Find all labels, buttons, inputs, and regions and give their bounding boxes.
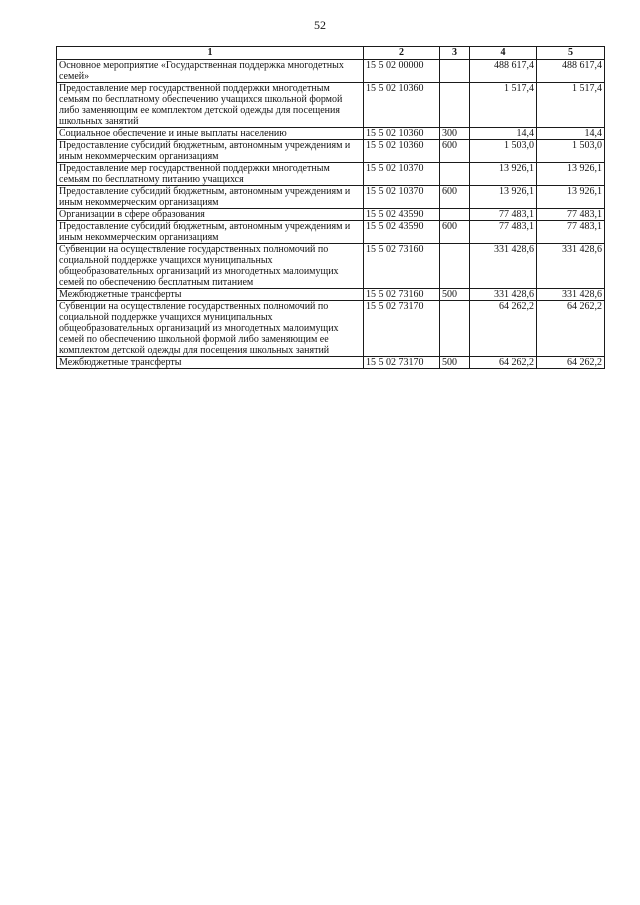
table-row — [57, 357, 605, 369]
target-code-cell: 15 5 02 73160 — [364, 289, 440, 301]
amount-col-4-cell: 13 926,1 — [470, 186, 537, 209]
header-col-3: 3 — [440, 47, 470, 60]
header-col-1: 1 — [57, 47, 364, 60]
amount-col-4-cell: 77 483,1 — [470, 209, 537, 221]
table-row — [57, 301, 605, 357]
table-row — [57, 163, 605, 186]
amount-col-5-cell: 13 926,1 — [537, 186, 605, 209]
target-code-cell: 15 5 02 10360 — [364, 83, 440, 128]
item-name-cell: Организации в сфере образования — [57, 209, 364, 221]
item-name-cell: Субвенции на осуществление государственных полномочий по социальной поддержке учащихся муниципальных общеобразовательных организаций из многодетных малоимущих семей по обеспечению школьной формой либо заменяющим ее комплектом детской одежды для посещения школьных занятий — [57, 301, 364, 357]
expense-type-cell: 500 — [440, 289, 470, 301]
page-number: 52 — [314, 18, 326, 32]
item-name-cell: Социальное обеспечение и иные выплаты населению — [57, 128, 364, 140]
amount-col-4-cell: 77 483,1 — [470, 221, 537, 244]
amount-col-5-cell: 1 517,4 — [537, 83, 605, 128]
target-code-cell: 15 5 02 10360 — [364, 128, 440, 140]
target-code-cell: 15 5 02 43590 — [364, 221, 440, 244]
target-code-cell: 15 5 02 73170 — [364, 357, 440, 369]
item-name-cell: Предоставление субсидий бюджетным, автономным учреждениям и иным некоммерческим организациям — [57, 186, 364, 209]
table-row — [57, 128, 605, 140]
table-row — [57, 289, 605, 301]
table-row — [57, 186, 605, 209]
target-code-cell: 15 5 02 10360 — [364, 140, 440, 163]
amount-col-4-cell: 64 262,2 — [470, 301, 537, 357]
table-row — [57, 83, 605, 128]
expense-type-cell — [440, 163, 470, 186]
amount-col-4-cell: 488 617,4 — [470, 60, 537, 83]
expense-type-cell — [440, 83, 470, 128]
amount-col-4-cell: 14,4 — [470, 128, 537, 140]
expense-type-cell — [440, 209, 470, 221]
target-code-cell: 15 5 02 73160 — [364, 244, 440, 289]
amount-col-4-cell: 331 428,6 — [470, 289, 537, 301]
item-name-cell: Межбюджетные трансферты — [57, 357, 364, 369]
item-name-cell: Предоставление мер государственной поддержки многодетным семьям по бесплатному обеспечению учащихся школьной формой либо заменяющим ее комплектом детской одежды для посещения школьных занятий — [57, 83, 364, 128]
table-row — [57, 209, 605, 221]
amount-col-5-cell: 14,4 — [537, 128, 605, 140]
table-body — [57, 60, 605, 369]
expense-type-cell — [440, 301, 470, 357]
amount-col-4-cell: 64 262,2 — [470, 357, 537, 369]
amount-col-5-cell: 64 262,2 — [537, 301, 605, 357]
amount-col-5-cell: 13 926,1 — [537, 163, 605, 186]
expense-type-cell: 500 — [440, 357, 470, 369]
amount-col-4-cell: 331 428,6 — [470, 244, 537, 289]
amount-col-5-cell: 488 617,4 — [537, 60, 605, 83]
expense-type-cell — [440, 244, 470, 289]
header-col-5: 5 — [537, 47, 605, 60]
amount-col-5-cell: 1 503,0 — [537, 140, 605, 163]
expense-type-cell: 300 — [440, 128, 470, 140]
target-code-cell: 15 5 02 73170 — [364, 301, 440, 357]
expense-type-cell: 600 — [440, 186, 470, 209]
expense-type-cell: 600 — [440, 221, 470, 244]
header-col-2: 2 — [364, 47, 440, 60]
amount-col-5-cell: 77 483,1 — [537, 221, 605, 244]
item-name-cell: Межбюджетные трансферты — [57, 289, 364, 301]
expense-type-cell — [440, 60, 470, 83]
table-row — [57, 140, 605, 163]
table-row — [57, 244, 605, 289]
item-name-cell: Предоставление субсидий бюджетным, автономным учреждениям и иным некоммерческим организациям — [57, 140, 364, 163]
item-name-cell: Субвенции на осуществление государственных полномочий по социальной поддержке учащихся муниципальных общеобразовательных организаций из многодетных малоимущих семей по обеспечению бесплатным питанием — [57, 244, 364, 289]
amount-col-4-cell: 13 926,1 — [470, 163, 537, 186]
item-name-cell: Предоставление мер государственной поддержки многодетным семьям по бесплатному питанию учащихся — [57, 163, 364, 186]
target-code-cell: 15 5 02 00000 — [364, 60, 440, 83]
target-code-cell: 15 5 02 43590 — [364, 209, 440, 221]
table-header-row — [57, 47, 605, 60]
item-name-cell: Основное мероприятие «Государственная поддержка многодетных семей» — [57, 60, 364, 83]
amount-col-4-cell: 1 517,4 — [470, 83, 537, 128]
item-name-cell: Предоставление субсидий бюджетным, автономным учреждениям и иным некоммерческим организациям — [57, 221, 364, 244]
target-code-cell: 15 5 02 10370 — [364, 163, 440, 186]
amount-col-4-cell: 1 503,0 — [470, 140, 537, 163]
table-row — [57, 60, 605, 83]
target-code-cell: 15 5 02 10370 — [364, 186, 440, 209]
budget-table — [56, 46, 605, 369]
amount-col-5-cell: 64 262,2 — [537, 357, 605, 369]
amount-col-5-cell: 331 428,6 — [537, 244, 605, 289]
header-col-4: 4 — [470, 47, 537, 60]
table-row — [57, 221, 605, 244]
expense-type-cell: 600 — [440, 140, 470, 163]
amount-col-5-cell: 77 483,1 — [537, 209, 605, 221]
amount-col-5-cell: 331 428,6 — [537, 289, 605, 301]
